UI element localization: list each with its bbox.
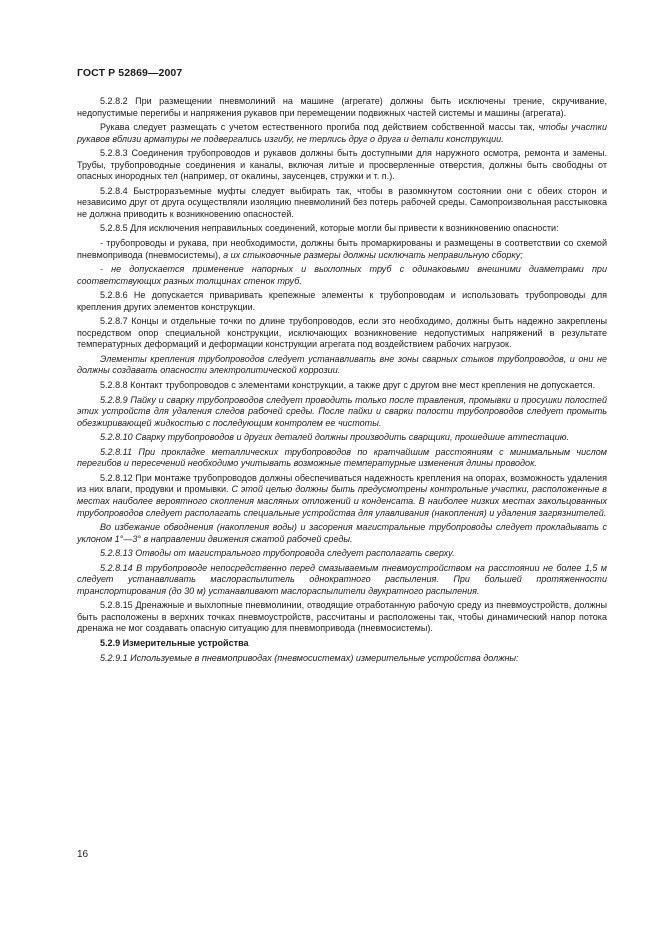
paragraph-text: 5.2.8.9 Пайку и сварку трубопроводов следует проводить только после травления, промывки и просушки полостей этих устройств для удаления следов рабочей среды. После пайки и сварки полости трубопроводов следует промыть обезжиривающей жидкостью с последующим контролем ее чистоты. — [77, 394, 607, 428]
paragraph — [77, 380, 607, 392]
paragraph-text: 5.2.8.13 Отводы от магистрального трубопровода следует располагать сверху. — [100, 548, 455, 559]
paragraph-text: С этой целью должны быть предусмотрены контрольные участки, расположенные в местах наиболее вероятного скопления масляных отложений и конденсата. В наиболее низких местах закольцованных трубопроводов следует располагать специальные устройства для улавливания (накопления) и удаления загрязнителей. — [77, 484, 607, 518]
paragraph — [77, 354, 607, 377]
paragraph — [77, 223, 607, 235]
paragraph — [77, 653, 607, 665]
paragraph-text: - трубопроводы и рукава, при необходимости, должны быть промаркированы и размещены в соответствии со схемой пневмопривода (пневмосистемы), — [77, 238, 607, 260]
paragraph-text: 5.2.8.10 Сварку трубопроводов и других деталей должны производить сварщики, прошедшие аттестацию. — [100, 432, 570, 443]
paragraph — [77, 600, 607, 635]
paragraph-text: 5.2.8.12 При монтаже трубопроводов должны обеспечиваться надежность крепления на опорах, возможность удаления из них влаги, продувки и промывки. — [77, 472, 607, 495]
paragraph — [77, 432, 607, 444]
paragraph — [77, 638, 607, 650]
paragraph-text: 5.2.8.15 Дренажные и выхлопные пневмолинии, отводящие отработанную рабочую среду из пневмоустройств, должны быть расположены в верхних точках пневмоустройств, рассчитаны и расположены так, чтобы динамический напор потока дренажа не мог создавать опасную ситуацию для пневмопривода (пневмосистемы). — [77, 600, 607, 634]
paragraph — [77, 447, 607, 470]
paragraph — [77, 316, 607, 351]
paragraph — [77, 548, 607, 560]
paragraph — [77, 395, 607, 430]
paragraph — [77, 290, 607, 313]
paragraph-text: 5.2.8.11 При прокладке металлических трубопроводов по кратчайшим расстояниям с минимальным числом перегибов и пересечений необходимо учитывать возможные температурные изменения длины проводок. — [77, 446, 607, 469]
paragraph — [77, 522, 607, 545]
paragraph — [77, 264, 607, 287]
paragraph-text: 5.2.8.5 Для исключения неправильных соединений, которые могли бы привести к возникновению опасности: — [100, 223, 559, 234]
paragraph-text: 5.2.8.4 Быстроразъемные муфты следует выбирать так, чтобы в разомкнутом состоянии они с обеих сторон и независимо друг от друга осуществляли изоляцию пневмолиний без потерь рабочей среды. Самопроизвольная расстыковка не должна приводить к возникновению опасностей. — [77, 185, 607, 219]
paragraph-text: 5.2.9.1 Используемые в пневмоприводах (пневмосистемах) измерительные устройства должны: — [100, 652, 519, 663]
paragraph-text: 5.2.9 Измерительные устройства — [100, 637, 249, 648]
page-number: 16 — [77, 849, 89, 860]
paragraph-text: 5.2.8.14 В трубопроводе непосредственно перед смазываемым пневмоустройством на расстоянии не более 1,5 м следует устанавливать маслораспылитель однократного распыления. При большей протяженности транспортирования (до 30 м) устанавливают маслораспылители двукратного распыления. — [77, 562, 607, 596]
paragraph-text: Во избежание обводнения (накопления воды) и засорения магистральные трубопроводы следует прокладывать с уклоном 1°—3° в направлении движения сжатой рабочей среды. — [77, 522, 607, 544]
paragraph — [77, 473, 607, 519]
paragraph — [77, 238, 607, 261]
paragraph-text: 5.2.8.2 При размещении пневмолиний на машине (агрегате) должны быть исключены трение, скручивание, недопустимые перегибы и напряжения рукавов при перемещении подвижных частей системы и машины (агрегата). — [77, 96, 607, 118]
paragraph-text: 5.2.8.7 Концы и отдельные точки по длине трубопроводов, если это необходимо, должны быть надежно закреплены посредством опор специальной конструкции, исключающих возникновение недопустимых напряжений в результате температурных деформаций и деформации конструкции агрегата под воздействием рабочих нагрузок. — [77, 316, 607, 350]
document-body — [77, 96, 607, 664]
paragraph-text: а их стыковочные размеры должны исключать неправильную сборку; — [223, 249, 523, 260]
paragraph-text: чтобы участки рукавов вблизи арматуры не подвергались изгибу, не терлись друг о друга и детали конструкции. — [77, 122, 607, 144]
paragraph — [77, 148, 607, 183]
paragraph — [77, 122, 607, 145]
paragraph-text: 5.2.8.6 Не допускается приваривать крепежные элементы к трубопроводам и использовать трубопроводы для крепления других элементов конструкции. — [77, 290, 607, 312]
paragraph-text: 5.2.8.3 Соединения трубопроводов и рукавов должны быть доступными для наружного осмотра, ремонта и замены. Трубы, трубопроводные соединения и каналы, включая литые и просверленные отверстия, должны быть свободны от опасных инородных тел (например, от окалины, заусенцев, стружки и т. п.). — [77, 148, 607, 182]
document-header: ГОСТ Р 52869—2007 — [77, 67, 183, 79]
paragraph — [77, 96, 607, 119]
paragraph — [77, 186, 607, 221]
paragraph-text: Рукава следует размещать с учетом естественного прогиба под действием собственной массы так, — [100, 122, 539, 133]
paragraph-text: 5.2.8.8 Контакт трубопроводов с элементами конструкции, а также друг с другом вне мест крепления не допускается. — [100, 380, 596, 391]
paragraph-text: Элементы крепления трубопроводов следует устанавливать вне зоны сварных стыков трубопроводов, и они не должны создавать опасности электролитической коррозии. — [77, 353, 607, 376]
paragraph-text: - не допускается применение напорных и выхлопных труб с одинаковыми внешними диаметрами при соответствующих разных толщинах стенок труб. — [77, 264, 607, 286]
paragraph — [77, 563, 607, 598]
